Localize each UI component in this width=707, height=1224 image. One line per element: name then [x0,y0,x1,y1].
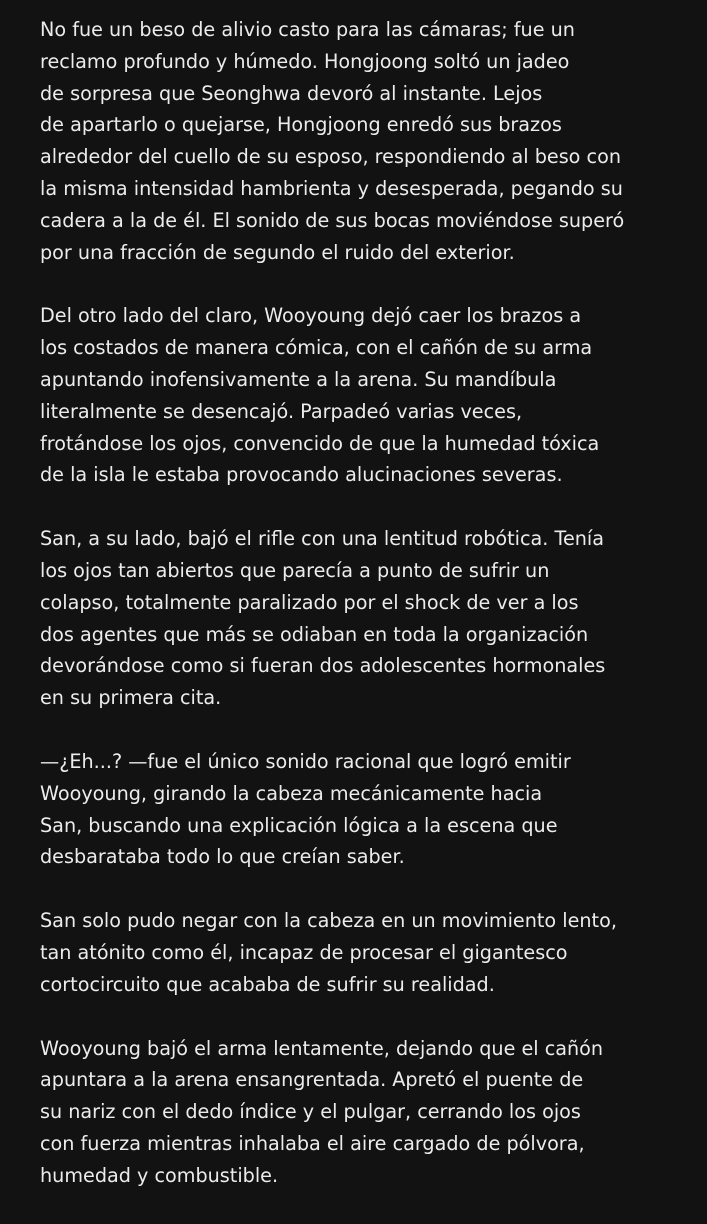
paragraph [40,300,700,491]
paragraph [40,746,700,873]
text-line: reclamo profundo y húmedo. Hongjoong soltó un jadeo [40,49,570,73]
story-text [40,14,700,1224]
text-line: en su primera cita. [40,686,222,710]
text-line: de la isla le estaba provocando alucinaciones severas. [40,463,563,487]
text-line: de sorpresa que Seonghwa devoró al instante. Lejos [40,81,543,105]
text-line: su nariz con el dedo índice y el pulgar, cerrando los ojos [40,1100,581,1124]
text-line: cadera a la de él. El sonido de sus bocas moviéndose superó [40,208,625,232]
text-line: por una fracción de segundo el ruido del exterior. [40,240,515,264]
paragraph [40,523,700,714]
text-line: alrededor del cuello de su esposo, respondiendo al beso con [40,145,621,169]
text-line: los ojos tan abiertos que parecía a punto de sufrir un [40,558,550,582]
text-line: de apartarlo o quejarse, Hongjoong enredó sus brazos [40,113,562,137]
text-line: devorándose como si fueran dos adolescentes hormonales [40,654,606,678]
text-line: con fuerza mientras inhalaba el aire cargado de pólvora, [40,1131,585,1155]
text-line: tan atónito como él, incapaz de procesar el gigantesco [40,940,568,964]
text-line: humedad y combustible. [40,1163,279,1187]
text-line: Del otro lado del claro, Wooyoung dejó caer los brazos a [40,304,582,328]
paragraph [40,14,700,268]
text-line: San, buscando una explicación lógica a la escena que [40,813,558,837]
text-line: Wooyoung bajó el arma lentamente, dejando que el cañón [40,1036,604,1060]
text-line: —¿Eh...? —fue el único sonido racional que logró emitir [40,749,571,773]
text-line: apuntara a la arena ensangrentada. Apretó el puente de [40,1068,584,1092]
text-line: San solo pudo negar con la cabeza en un movimiento lento, [40,909,617,933]
text-line: colapso, totalmente paralizado por el shock de ver a los [40,590,579,614]
text-line: dos agentes que más se odiaban en toda la organización [40,622,589,646]
text-line: literalmente se desencajó. Parpadeó varias veces, [40,399,523,423]
text-line: los costados de manera cómica, con el cañón de su arma [40,336,593,360]
text-line: la misma intensidad hambrienta y desesperada, pegando su [40,176,623,200]
paragraph [40,1033,700,1192]
text-line: No fue un beso de alivio casto para las cámaras; fue un [40,18,575,41]
text-line: Wooyoung, girando la cabeza mecánicamente hacia [40,781,543,805]
text-line: desbarataba todo lo que creían saber. [40,845,405,869]
text-line: San, a su lado, bajó el rifle con una lentitud robótica. Tenía [40,527,605,551]
text-line: frotándose los ojos, convencido de que la humedad tóxica [40,431,600,455]
text-line: apuntando inofensivamente a la arena. Su mandíbula [40,367,557,391]
text-line: cortocircuito que acababa de sufrir su realidad. [40,972,495,996]
paragraph [40,905,700,1000]
